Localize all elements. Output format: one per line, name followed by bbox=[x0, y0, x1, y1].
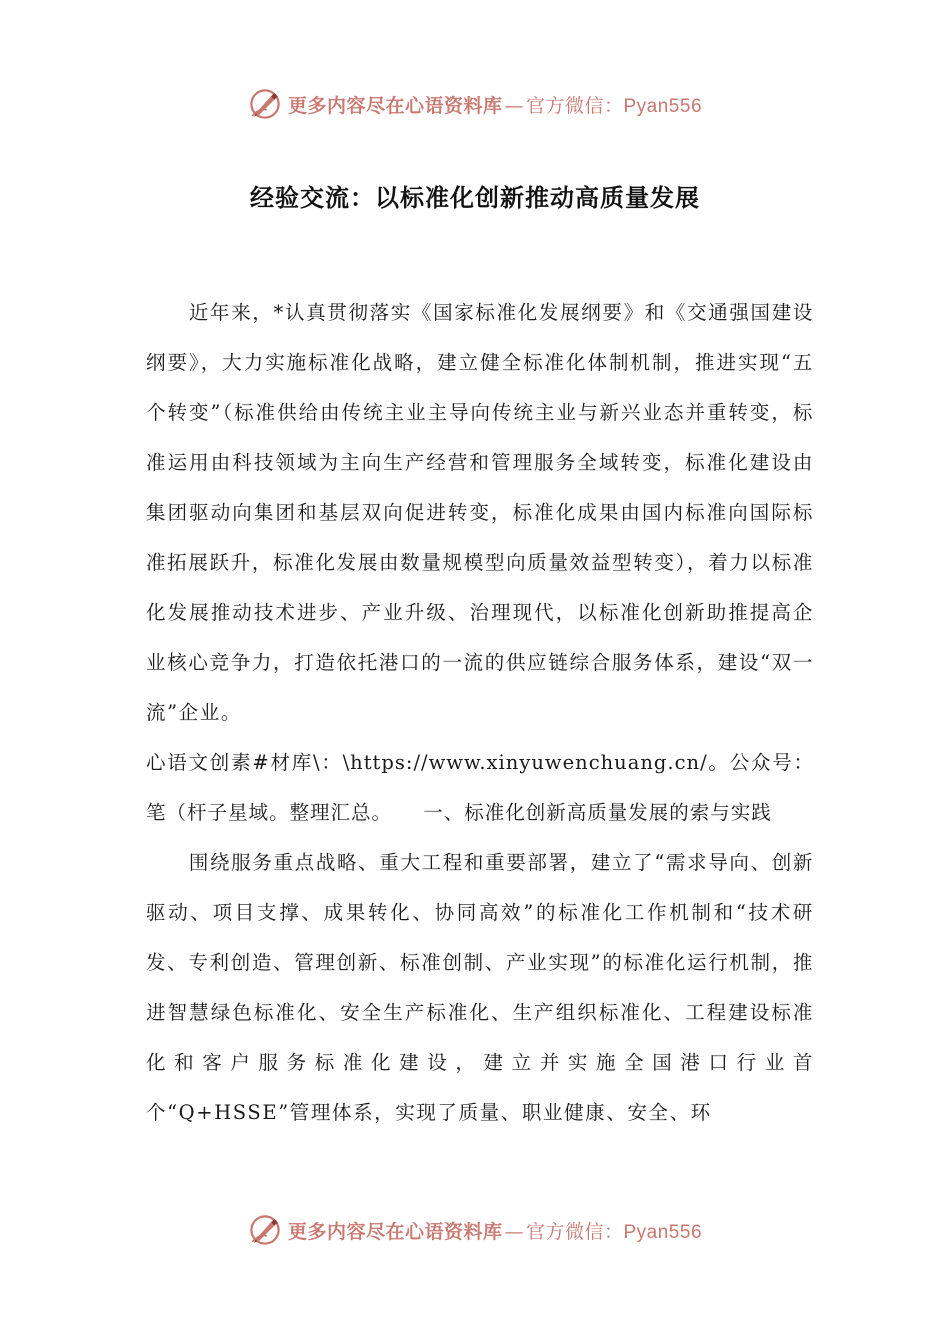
footer-watermark-banner bbox=[0, 1208, 950, 1252]
pen-logo-icon bbox=[248, 87, 282, 121]
watermark-dash: — bbox=[504, 1220, 524, 1243]
watermark-wechat-label: 官方微信： bbox=[525, 94, 624, 117]
watermark-text bbox=[288, 1217, 702, 1244]
paragraph-source-note: 心语文创素#材库\：\https://www.xinyuwenchuang.cn/。公众号：笔（杆子星域。整理汇总。 一、标准化创新高质量发展的索与实践 bbox=[146, 751, 814, 824]
paragraph-mechanism: 围绕服务重点战略、重大工程和重要部署，建立了“需求导向、创新驱动、项目支撑、成果转化、协同高效”的标准化工作机制和“技术研发、专利创造、管理创新、标准创制、产业实现”的标准化运行机制，推进智慧绿色标准化、安全生产标准化、生产组织标准化、工程建设标准化和客户服务标准化建设，建立并实施全国港口行业首个“Q+HSSE”管理体系，实现了质量、职业健康、安全、环 bbox=[146, 851, 814, 1124]
watermark-wechat-id: Pyan556 bbox=[623, 1221, 703, 1243]
paragraph-intro: 近年来，*认真贯彻落实《国家标准化发展纲要》和《交通强国建设纲要》，大力实施标准化战略，建立健全标准化体制机制，推进实现“五个转变”（标准供给由传统主业主导向传统主业与新兴业态并重转变，标准运用由科技领域为主向生产经营和管理服务全域转变，标准化建设由集团驱动向集团和基层双向促进转变，标准化成果由国内标准向国际标准拓展跃升，标准化发展由数量规模型向质量效益型转变），着力以标准化发展推动技术进步、产业升级、治理现代，以标准化创新助推提高企业核心竞争力，打造依托港口的一流的供应链综合服务体系，建设“双一流”企业。 bbox=[146, 301, 814, 724]
watermark-wechat-id: Pyan556 bbox=[623, 95, 703, 117]
watermark-cn-text: 更多内容尽在心语资料库 bbox=[287, 94, 503, 117]
watermark-wechat-label: 官方微信： bbox=[525, 1220, 624, 1243]
watermark-text bbox=[288, 91, 702, 118]
watermark-cn-text: 更多内容尽在心语资料库 bbox=[287, 1220, 503, 1243]
pen-logo-icon bbox=[248, 1213, 282, 1247]
document-body bbox=[146, 288, 814, 1138]
header-watermark-banner bbox=[0, 82, 950, 126]
watermark-dash: — bbox=[504, 94, 524, 117]
document-title: 经验交流：以标准化创新推动高质量发展 bbox=[250, 184, 700, 212]
